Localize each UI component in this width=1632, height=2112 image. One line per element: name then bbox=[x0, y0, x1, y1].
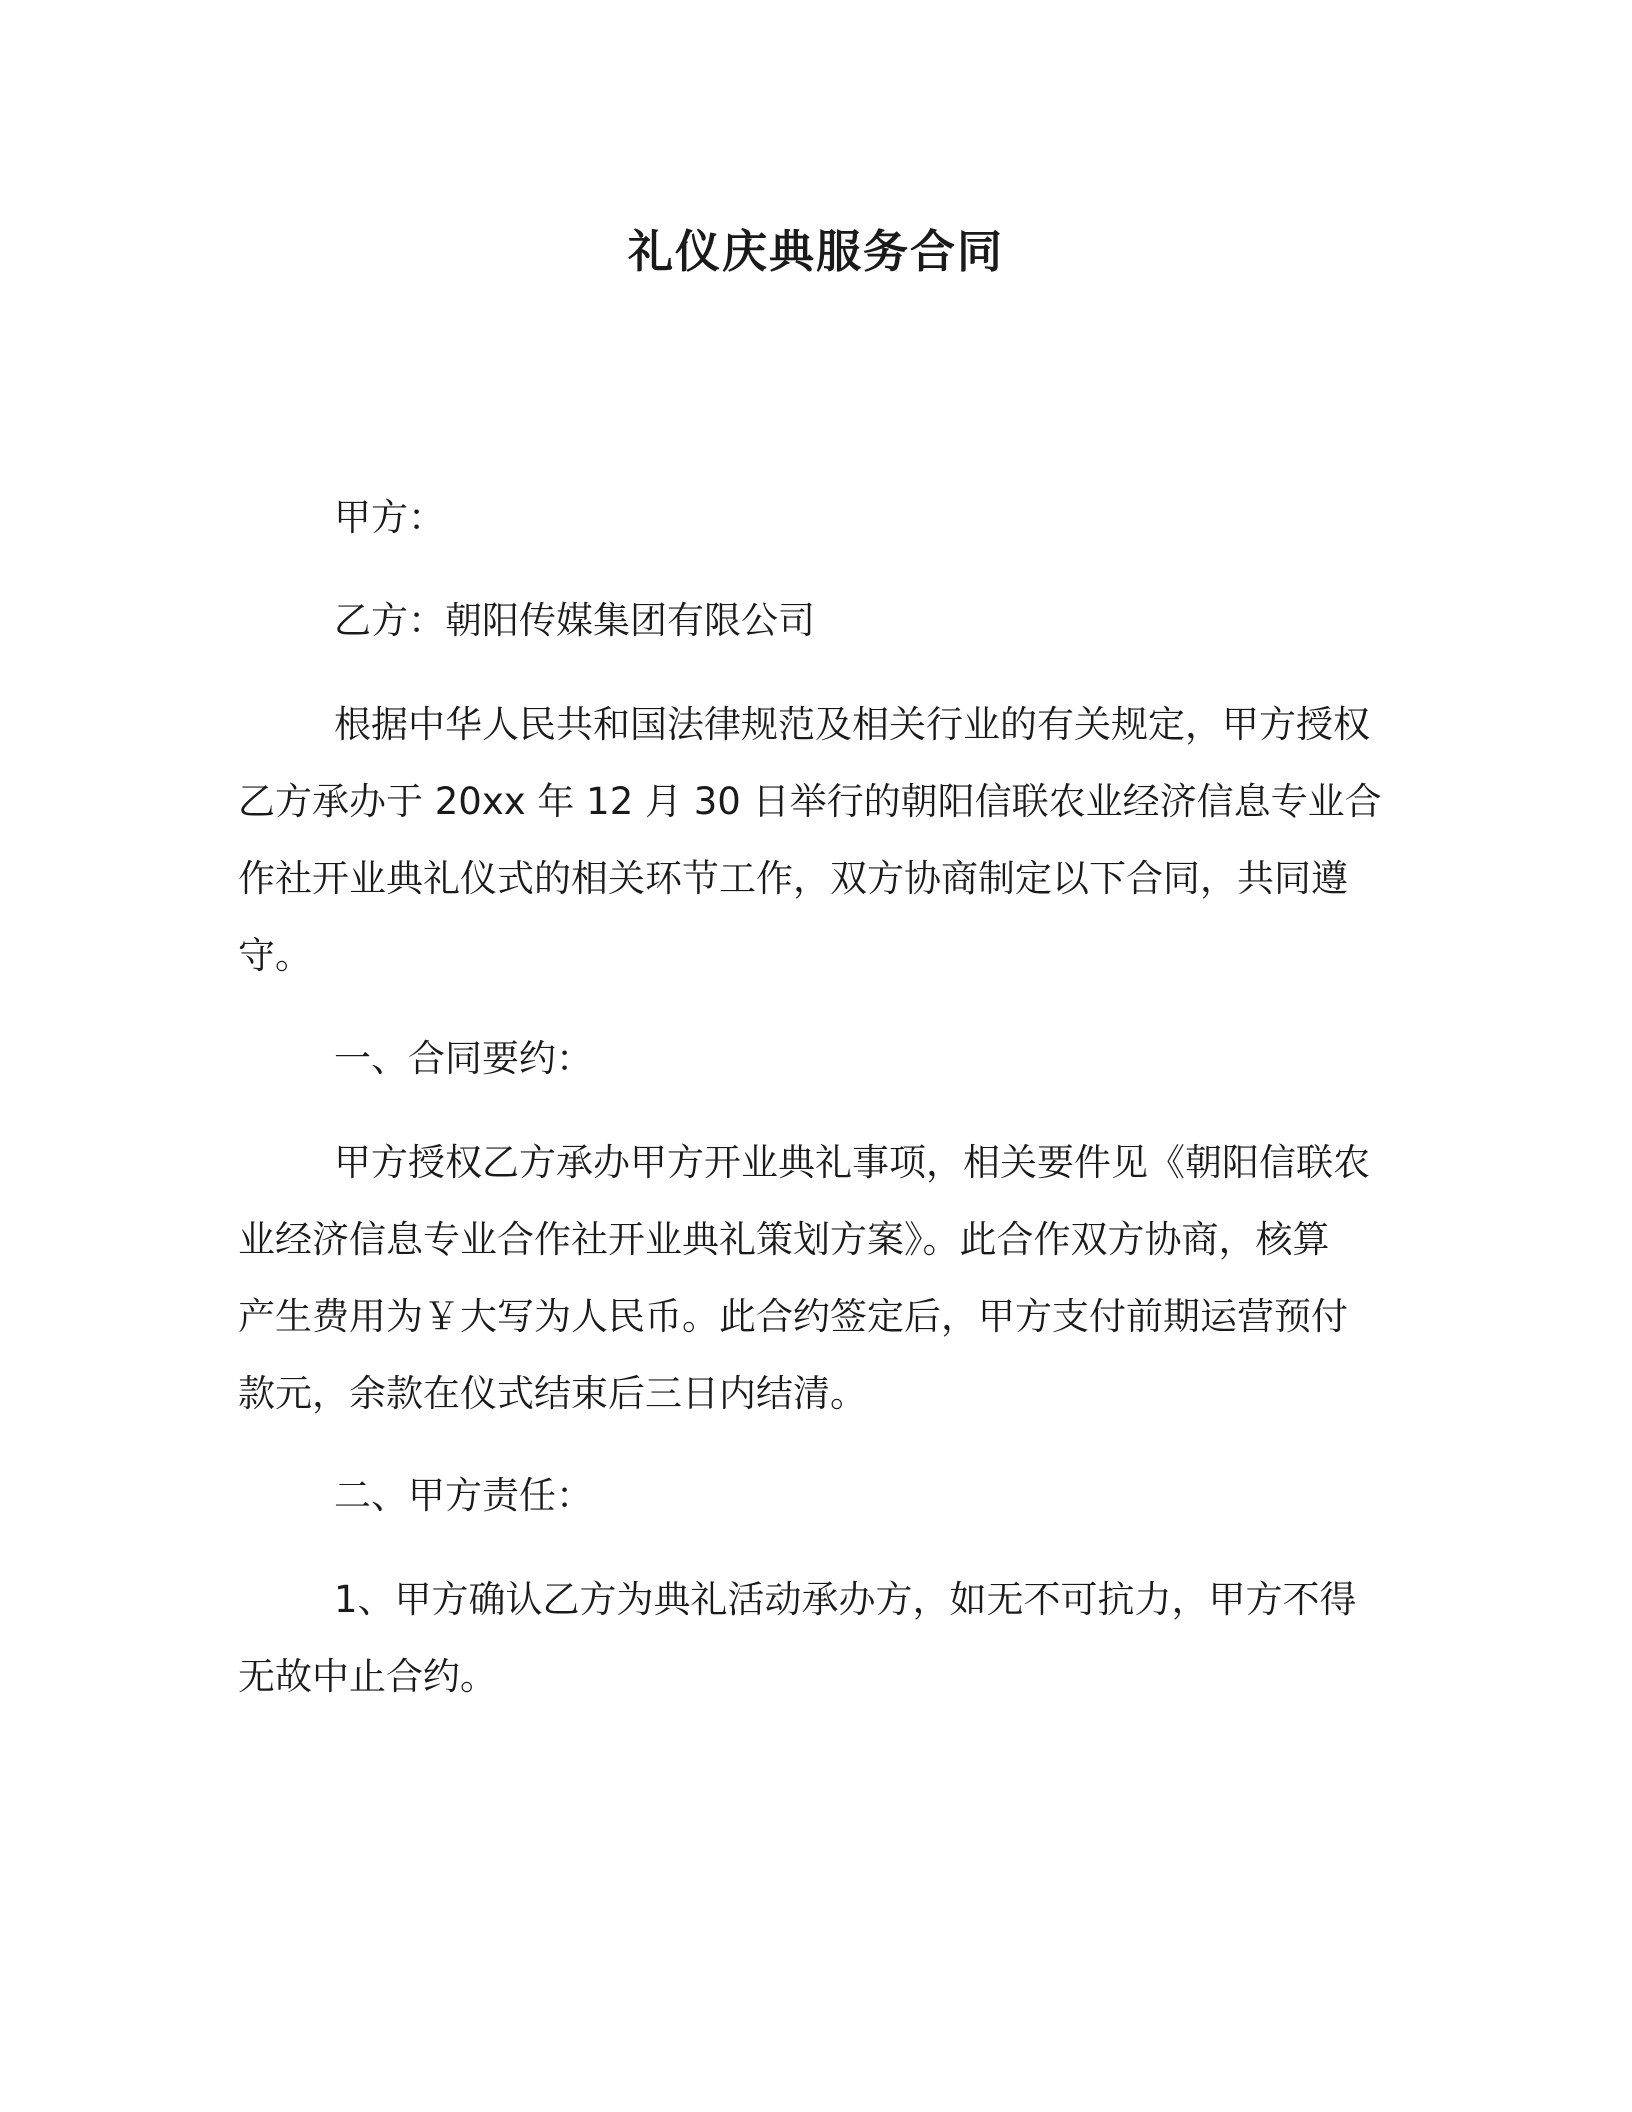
document-title: 礼仪庆典服务合同 bbox=[627, 225, 1004, 278]
section1-line-3: 产生费用为￥大写为人民币。此合约签定后，甲方支付前期运营预付 bbox=[238, 1295, 1348, 1338]
section1-line-4: 款元，余款在仪式结束后三日内结清。 bbox=[238, 1372, 867, 1415]
intro-line-2: 乙方承办于 20xx 年 12 月 30 日举行的朝阳信联农业经济信息专业合 bbox=[238, 780, 1382, 823]
intro-line-4: 守。 bbox=[238, 934, 312, 977]
intro-line-3: 作社开业典礼仪式的相关环节工作，双方协商制定以下合同，共同遵 bbox=[238, 857, 1348, 900]
section1-line-2: 业经济信息专业合作社开业典礼策划方案》。此合作双方协商，核算 bbox=[238, 1218, 1330, 1261]
party-a-label: 甲方： bbox=[334, 496, 445, 539]
section2-item1-line-1: 1、甲方确认乙方为典礼活动承办方，如无不可抗力，甲方不得 bbox=[334, 1578, 1357, 1621]
party-b-line: 乙方：朝阳传媒集团有限公司 bbox=[334, 599, 815, 642]
section1-line-1: 甲方授权乙方承办甲方开业典礼事项，相关要件见《朝阳信联农 bbox=[334, 1141, 1370, 1184]
intro-line-1: 根据中华人民共和国法律规范及相关行业的有关规定，甲方授权 bbox=[334, 703, 1370, 746]
section2-heading: 二、甲方责任： bbox=[334, 1474, 593, 1517]
section2-item1-line-2: 无故中止合约。 bbox=[238, 1655, 497, 1698]
section1-heading: 一、合同要约： bbox=[334, 1037, 593, 1080]
